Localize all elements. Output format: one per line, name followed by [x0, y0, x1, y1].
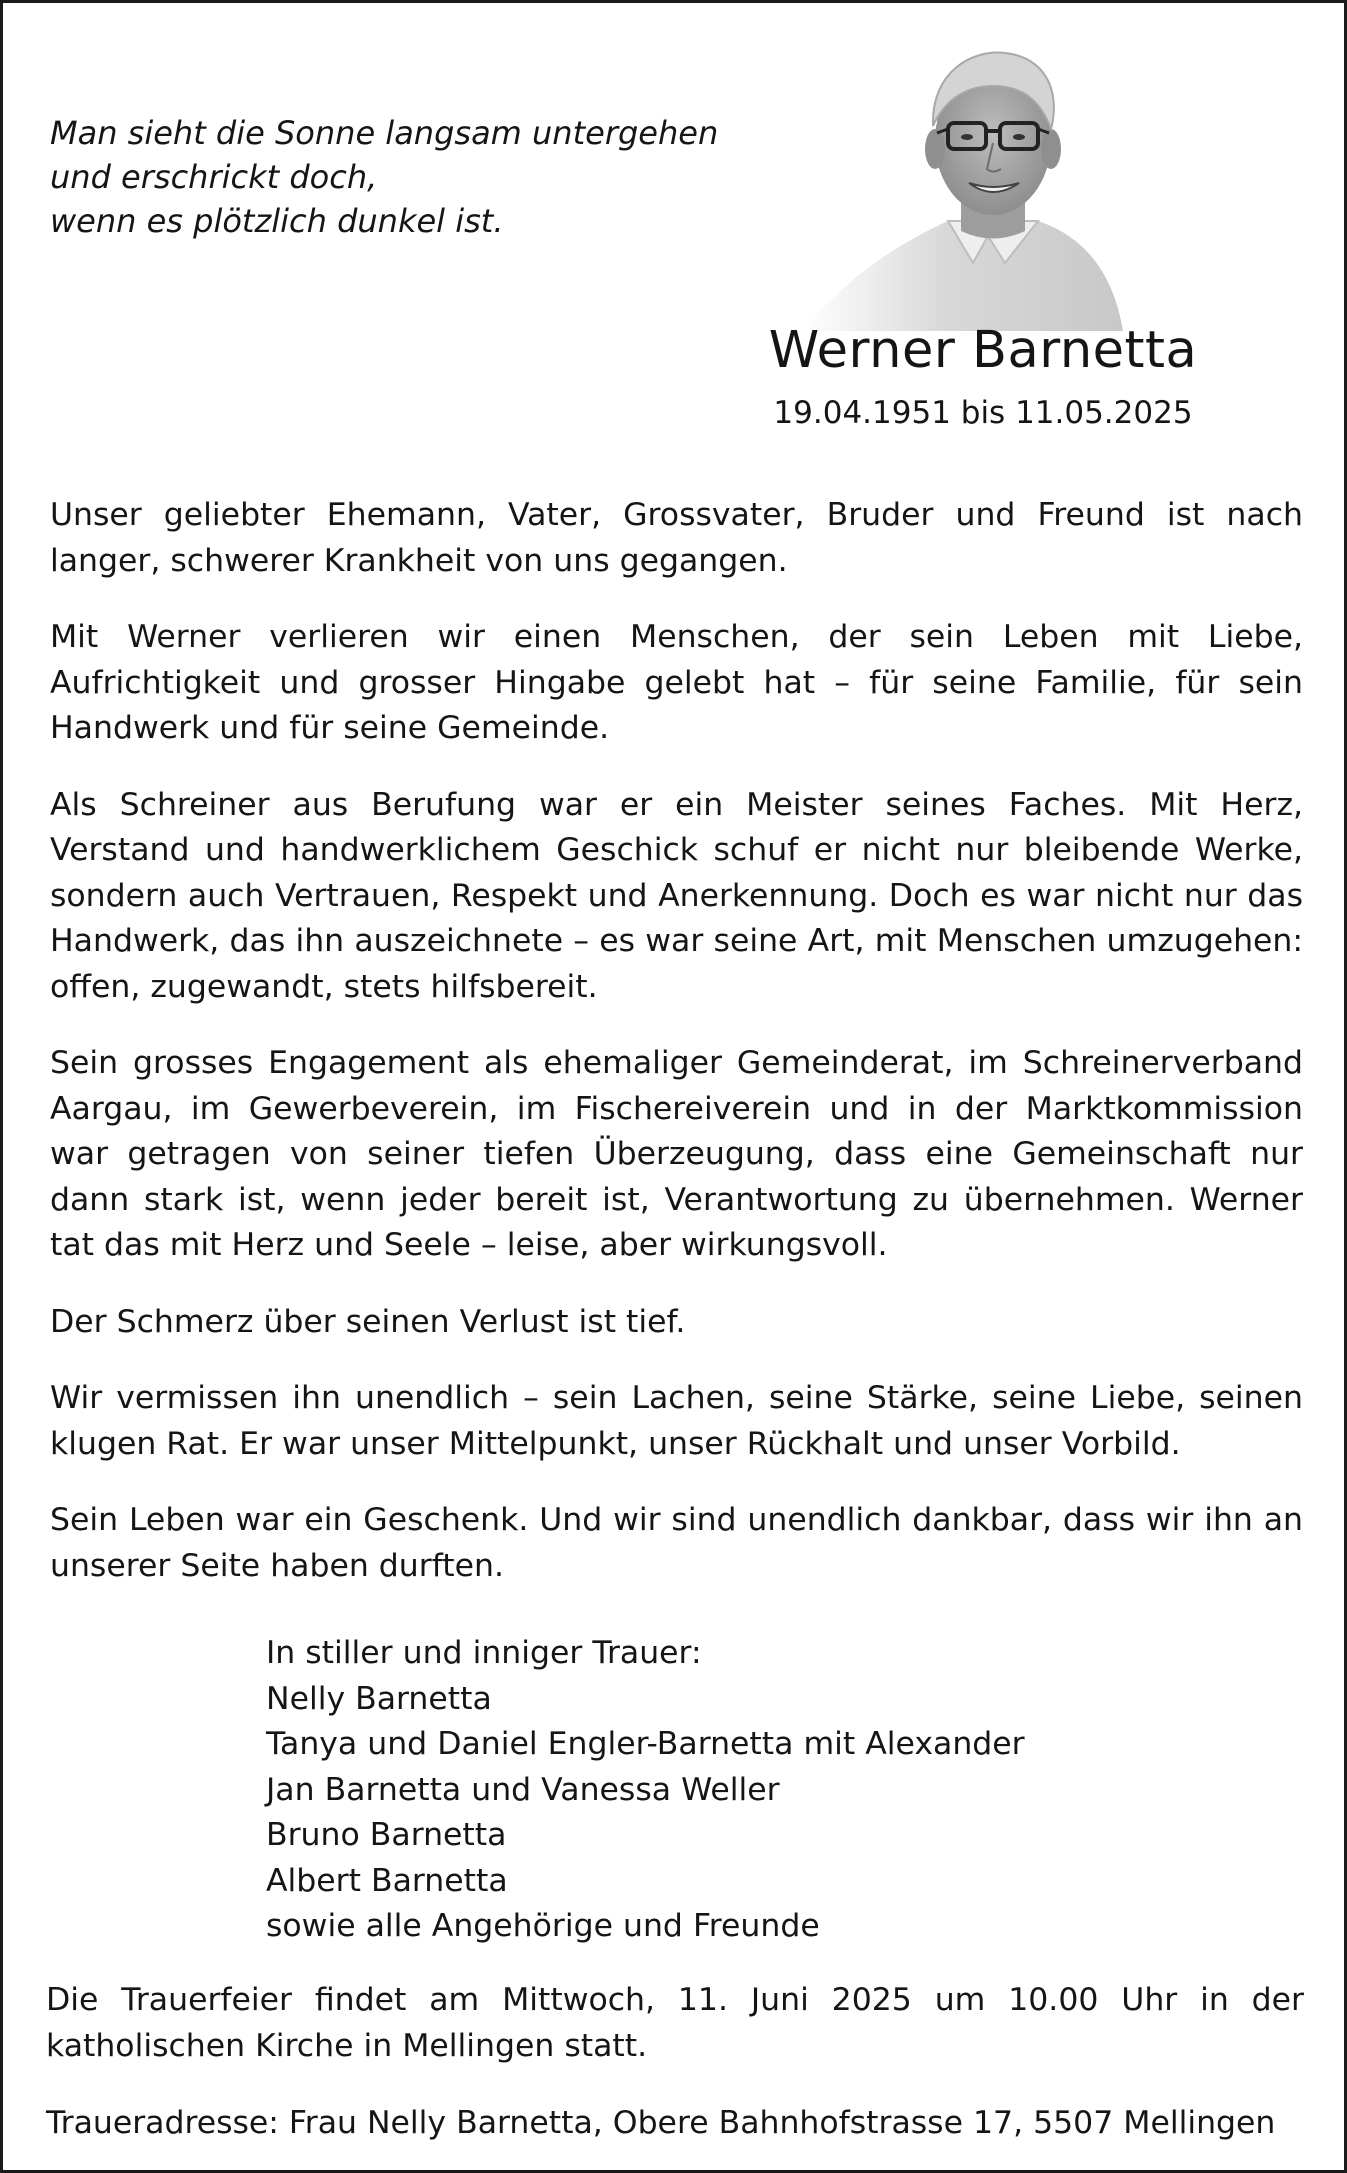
mourner-name: Jan Barnetta und Vanessa Weller: [266, 1771, 780, 1808]
mourning-address: Traueradresse: Frau Nelly Barnetta, Obere Bahnhofstrasse 17, 5507 Mellingen: [46, 2105, 1276, 2141]
paragraph: Sein grosses Engagement als ehemaliger Gemeinderat, im Schreinerverband Aargau, im Gewerbeverein, im Fischereiverein und in der Marktkommission war getragen von seiner tiefen Überzeugung, dass eine Gemeinschaft nur dann stark ist, wenn jeder bereit ist, Verantwortung zu übernehmen. Werner tat das mit Herz und Seele – leise, aber wirkungsvoll.: [50, 1045, 1303, 1263]
mourner-name: Bruno Barnetta: [266, 1817, 507, 1853]
mourner-name: Nelly Barnetta: [266, 1680, 492, 1717]
poem-line: und erschrickt doch,: [50, 158, 378, 196]
mourner-name: sowie alle Angehörige und Freunde: [266, 1908, 820, 1944]
paragraph: Der Schmerz über seinen Verlust ist tief.: [50, 1303, 686, 1340]
mourners-list: [266, 1631, 1266, 1950]
paragraph: Mit Werner verlieren wir einen Menschen, der sein Leben mit Liebe, Aufrichtigkeit und grosser Hingabe gelebt hat – für seine Familie, für sein Handwerk und für seine Gemeinde.: [50, 619, 1303, 746]
paragraph: Als Schreiner aus Berufung war er ein Meister seines Faches. Mit Herz, Verstand und handwerklichem Geschick schuf er nicht nur bleibende Werke, sondern auch Vertrauen, Respekt und Anerkennung. Doch es war nicht nur das Handwerk, das ihn auszeichnete – es war seine Art, mit Menschen umzugehen: offen, zugewandt, stets hilfsbereit.: [50, 786, 1303, 1005]
poem: [50, 111, 810, 243]
paragraph: Sein Leben war ein Geschenk. Und wir sind unendlich dankbar, dass wir ihn an unserer Seite haben durften.: [50, 1502, 1303, 1584]
deceased-name: Werner Barnetta: [768, 321, 1198, 380]
life-dates: 19.04.1951 bis 11.05.2025: [773, 395, 1193, 431]
ceremony-notice: Die Trauerfeier findet am Mittwoch, 11. Juni 2025 um 10.00 Uhr in der katholischen Kirche in Mellingen statt.: [46, 1982, 1304, 2064]
mourners-intro: In stiller und inniger Trauer:: [266, 1635, 702, 1671]
obituary-text: [50, 493, 1303, 1620]
paragraph: Wir vermissen ihn unendlich – sein Lachen, seine Stärke, seine Liebe, seinen klugen Rat. Er war unser Mittelpunkt, unser Rückhalt und unser Vorbild.: [50, 1380, 1303, 1462]
poem-line: wenn es plötzlich dunkel ist.: [50, 202, 504, 240]
paragraph: Unser geliebter Ehemann, Vater, Grossvater, Bruder und Freund ist nach langer, schwerer Krankheit von uns gegangen.: [50, 497, 1303, 579]
poem-line: Man sieht die Sonne langsam untergehen: [50, 114, 719, 152]
mourner-name: Tanya und Daniel Engler-Barnetta mit Alexander: [266, 1726, 1025, 1762]
portrait-photo: [783, 31, 1153, 331]
mourner-name: Albert Barnetta: [266, 1862, 508, 1899]
